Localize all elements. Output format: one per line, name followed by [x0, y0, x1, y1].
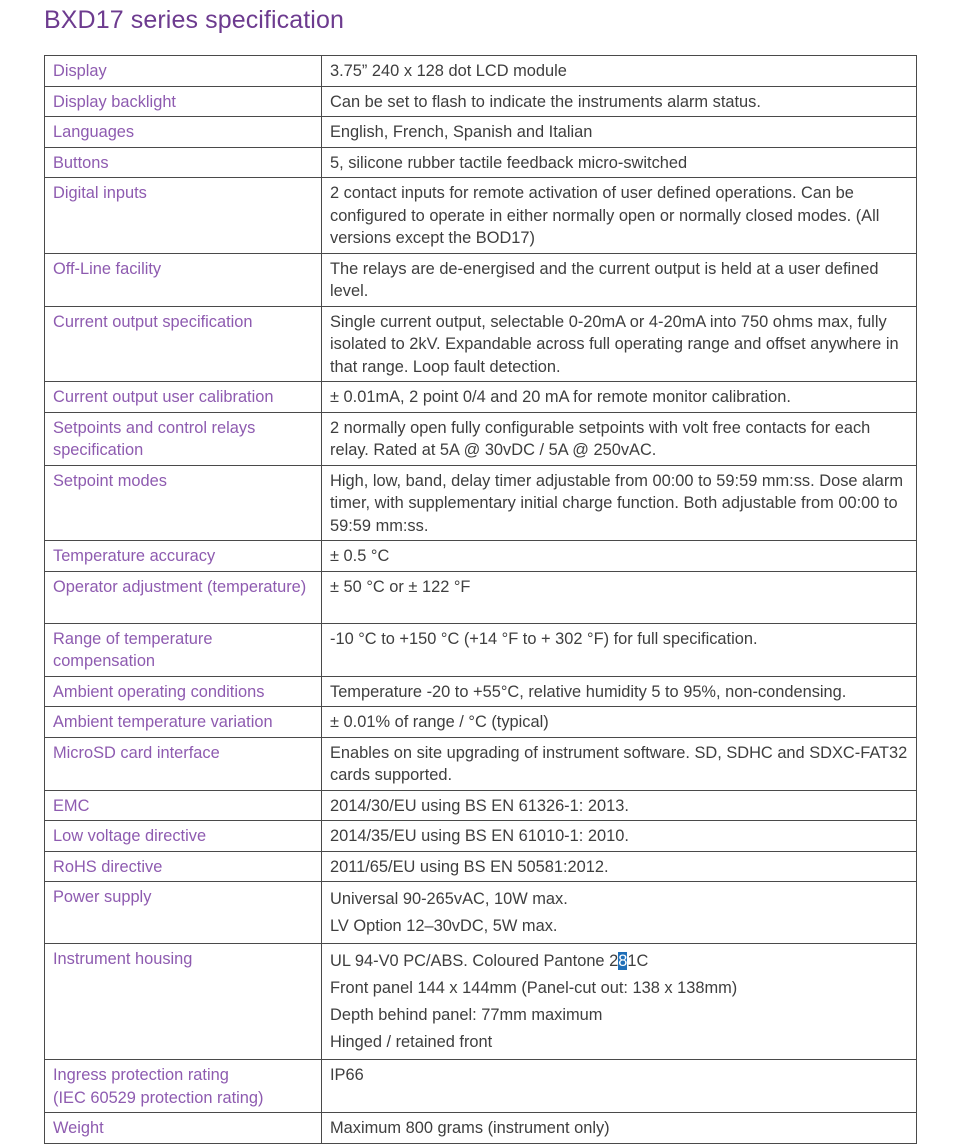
spec-label: Setpoint modes [45, 465, 322, 541]
spec-value: IP66 [322, 1060, 917, 1113]
table-row [45, 382, 917, 413]
spec-value: Temperature -20 to +55°C, relative humidity 5 to 95%, non-condensing. [322, 676, 917, 707]
spec-label: Setpoints and control relays specification [45, 412, 322, 465]
table-row [45, 412, 917, 465]
spec-label: Temperature accuracy [45, 541, 322, 572]
spec-value: ± 0.5 °C [322, 541, 917, 572]
spec-value-line: Front panel 144 x 144mm (Panel-cut out: 138 x 138mm) [330, 979, 738, 997]
pantone-suffix: 1C [627, 952, 649, 970]
table-row [45, 1113, 917, 1144]
spec-label: Current output specification [45, 306, 322, 382]
spec-value: 2014/35/EU using BS EN 61010-1: 2010. [322, 821, 917, 852]
spec-label: Ambient operating conditions [45, 676, 322, 707]
spec-value: High, low, band, delay timer adjustable from 00:00 to 59:59 mm:ss. Dose alarm timer, with supplementary initial charge function. Both adjustable from 00:00 to 59:59 mm:ss. [322, 465, 917, 541]
table-row [45, 541, 917, 572]
spec-value: Enables on site upgrading of instrument software. SD, SDHC and SDXC-FAT32 cards supported. [322, 737, 917, 790]
table-row [45, 851, 917, 882]
spec-label: Buttons [45, 147, 322, 178]
spec-label: RoHS directive [45, 851, 322, 882]
spec-value: 2 contact inputs for remote activation of user defined operations. Can be configured to operate in either normally open or normally closed modes. (All versions except the BOD17) [322, 178, 917, 254]
spec-label: Operator adjustment (temperature) [45, 571, 322, 623]
spec-value: ± 0.01mA, 2 point 0/4 and 20 mA for remote monitor calibration. [322, 382, 917, 413]
table-row [45, 790, 917, 821]
pantone-prefix: UL 94-V0 PC/ABS. Coloured Pantone 2 [330, 952, 619, 970]
table-row [45, 117, 917, 148]
table-row [45, 623, 917, 676]
spec-label [45, 1060, 322, 1113]
table-row [45, 306, 917, 382]
spec-value: ± 50 °C or ± 122 °F [322, 571, 917, 623]
spec-label: Weight [45, 1113, 322, 1144]
table-row [45, 178, 917, 254]
spec-value-line: Universal 90-265vAC, 10W max. [330, 890, 568, 908]
page-title: BXD17 series specification [44, 6, 344, 34]
table-row [45, 147, 917, 178]
spec-value: The relays are de-energised and the current output is held at a user defined level. [322, 253, 917, 306]
spec-label-line: (IEC 60529 protection rating) [53, 1088, 264, 1107]
table-row [45, 56, 917, 87]
spec-value: 5, silicone rubber tactile feedback micro-switched [322, 147, 917, 178]
spec-label: Current output user calibration [45, 382, 322, 413]
spec-label: Display backlight [45, 86, 322, 117]
spec-value: 2011/65/EU using BS EN 50581:2012. [322, 851, 917, 882]
table-row [45, 707, 917, 738]
spec-value-line: Hinged / retained front [330, 1033, 493, 1051]
spec-value-line: Depth behind panel: 77mm maximum [330, 1006, 603, 1024]
table-row [45, 1060, 917, 1113]
table-row [45, 571, 917, 623]
spec-label: EMC [45, 790, 322, 821]
text-selection-highlight: 8 [618, 952, 628, 970]
table-row [45, 821, 917, 852]
spec-label: Low voltage directive [45, 821, 322, 852]
table-row [45, 86, 917, 117]
spec-label: Off-Line facility [45, 253, 322, 306]
spec-label-line: Ingress protection rating [53, 1066, 229, 1084]
spec-value: ± 0.01% of range / °C (typical) [322, 707, 917, 738]
spec-value: Can be set to flash to indicate the instruments alarm status. [322, 86, 917, 117]
spec-value: 2014/30/EU using BS EN 61326-1: 2013. [322, 790, 917, 821]
spec-label: Ambient temperature variation [45, 707, 322, 738]
spec-value-line [330, 948, 908, 975]
spec-label: Digital inputs [45, 178, 322, 254]
spec-label: MicroSD card interface [45, 737, 322, 790]
spec-label: Languages [45, 117, 322, 148]
spec-value [322, 882, 917, 944]
spec-value: Maximum 800 grams (instrument only) [322, 1113, 917, 1144]
spec-label: Instrument housing [45, 944, 322, 1060]
table-row [45, 253, 917, 306]
table-row [45, 465, 917, 541]
spec-value: 2 normally open fully configurable setpoints with volt free contacts for each relay. Rated at 5A @ 30vDC / 5A @ 250vAC. [322, 412, 917, 465]
spec-label: Display [45, 56, 322, 87]
spec-value: Single current output, selectable 0-20mA or 4-20mA into 750 ohms max, fully isolated to 2kV. Expandable across full operating range and offset anywhere in that range. Loop fault detection. [322, 306, 917, 382]
spec-value [322, 944, 917, 1060]
spec-label: Range of temperature compensation [45, 623, 322, 676]
table-row [45, 676, 917, 707]
table-row [45, 737, 917, 790]
spec-label: Power supply [45, 882, 322, 944]
spec-value-line: LV Option 12–30vDC, 5W max. [330, 917, 558, 935]
spec-value: -10 °C to +150 °C (+14 °F to + 302 °F) for full specification. [322, 623, 917, 676]
table-row [45, 882, 917, 944]
spec-value: 3.75” 240 x 128 dot LCD module [322, 56, 917, 87]
spec-value: English, French, Spanish and Italian [322, 117, 917, 148]
table-row [45, 944, 917, 1060]
specification-table [44, 55, 917, 1144]
